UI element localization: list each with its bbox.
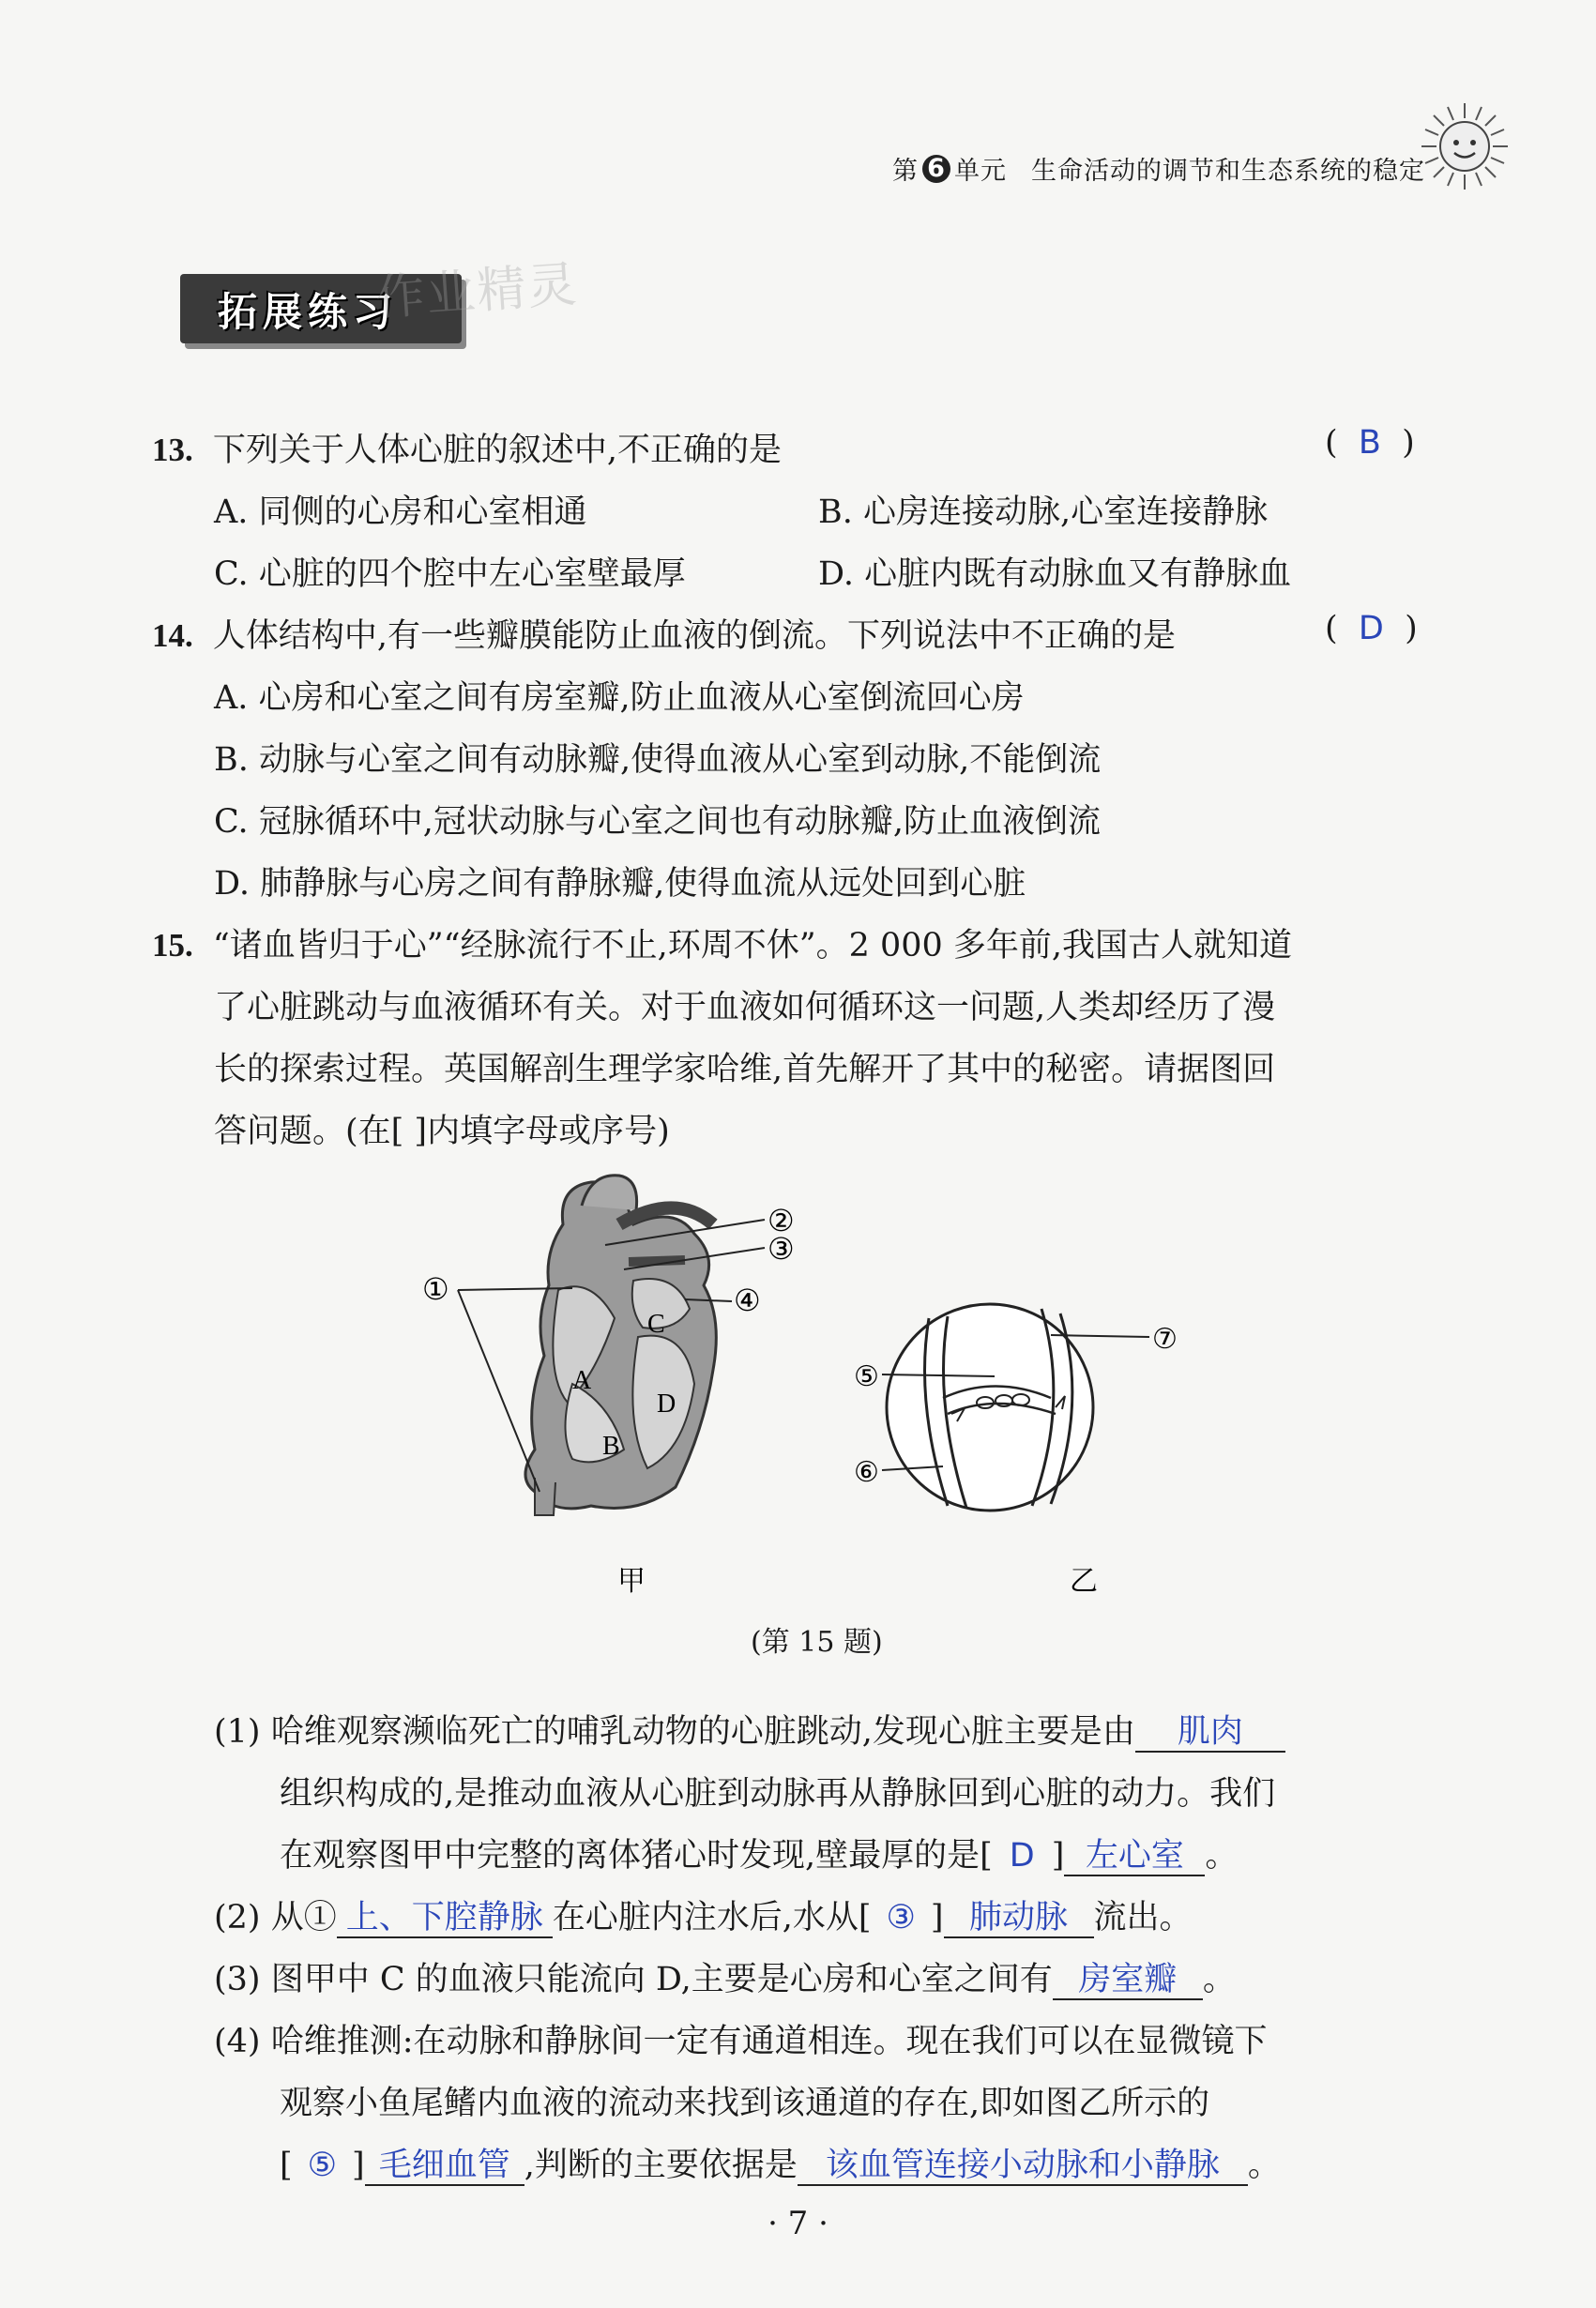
- q15-stem-line-4: 答问题。(在[ ]内填字母或序号): [214, 1113, 670, 1150]
- q15-number: 15.: [152, 927, 193, 964]
- q13-number: 13.: [152, 432, 193, 468]
- q14-stem: 人体结构中,有一些瓣膜能防止血液的倒流。下列说法中不正确的是: [212, 617, 1177, 655]
- q15-sub2-answer-3: 肺动脉: [944, 1900, 1094, 1938]
- label-6: ⑥: [854, 1456, 879, 1489]
- q15-sub3-line: [214, 1953, 1236, 2000]
- q14-answer: D: [1358, 610, 1384, 647]
- q15-sub1-line3: 在观察图甲中完整的离体猪心时发现,壁最厚的是[ D ] 左心室 。: [280, 1837, 1239, 1875]
- label-b: B: [602, 1432, 620, 1461]
- q15-sub4-mid: ,判断的主要依据是: [524, 2147, 798, 2184]
- q15-sub3-answer-1: 房室瓣: [1053, 1962, 1203, 2000]
- q15-sub2-end: 流出。: [1093, 1899, 1193, 1936]
- label-d: D: [657, 1389, 676, 1419]
- q15-sub1-answer-1: 肌肉: [1135, 1714, 1285, 1753]
- q13-option-b: B. 心房连接动脉,心室连接静脉: [818, 493, 1269, 531]
- q15-stem-line-2: 了心脏跳动与血液循环有关。对于血液如何循环这一问题,人类却经历了漫: [214, 989, 1276, 1026]
- q13-answer-bracket: ( B ): [1325, 424, 1415, 462]
- q15-stem-line-1: [152, 919, 1292, 966]
- q15-sub2-lead: (2) 从①: [214, 1899, 337, 1936]
- q13-answer: B: [1358, 424, 1381, 462]
- capillary-diagram: [854, 1304, 1178, 1598]
- label-1: ①: [422, 1271, 449, 1307]
- q15-sub2-answer-1: 上、下腔静脉: [337, 1900, 553, 1938]
- q13-stem: 下列关于人体心脏的叙述中,不正确的是: [212, 432, 783, 469]
- unit-prefix: 第: [892, 157, 919, 186]
- figure-caption: (第 15 题): [751, 1626, 883, 1659]
- q14-answer-bracket: ( D ): [1325, 610, 1418, 647]
- q13-option-c: C. 心脏的四个腔中左心室壁最厚: [214, 555, 686, 593]
- label-2: ②: [768, 1203, 795, 1238]
- q15-sub1-line2: 组织构成的,是推动血液从心脏到动脉再从静脉回到心脏的动力。我们: [280, 1775, 1276, 1813]
- q15-sub2-mid: 在心脏内注水后,水从[: [552, 1899, 872, 1936]
- q15-sub4-end: 。: [1247, 2147, 1281, 2184]
- q13-stem-line: [152, 424, 782, 471]
- q15-sub3-end: 。: [1202, 1961, 1236, 1998]
- page-number: · 7 ·: [768, 2205, 828, 2242]
- q15-sub3-lead: (3) 图甲中 C 的血液只能流向 D,主要是心房和心室之间有: [214, 1961, 1053, 1998]
- label-4: ④: [734, 1283, 761, 1318]
- q15-sub1-line3-text: 在观察图甲中完整的离体猪心时发现,壁最厚的是[: [280, 1837, 993, 1875]
- q15-sub4-answer-2: 毛细血管: [365, 2148, 524, 2186]
- q14-number: 14.: [152, 617, 193, 654]
- q15-sub2-line: (2) 从① 上、下腔静脉 在心脏内注水后,水从[ ③ ] 肺动脉 流出。: [214, 1899, 1193, 1936]
- q15-sub4-line3: [ ⑤ ] 毛细血管 ,判断的主要依据是 该血管连接小动脉和小静脉 。: [280, 2147, 1281, 2184]
- q13-option-d: D. 心脏内既有动脉血又有静脉血: [818, 555, 1292, 593]
- sun-icon: [1420, 101, 1510, 191]
- q15-sub4-line2: 观察小鱼尾鳍内血液的流动来找到该通道的存在,即如图乙所示的: [280, 2085, 1210, 2122]
- q15-sub2-answer-2: ③: [886, 1899, 916, 1936]
- q14-option-d: D. 肺静脉与心房之间有静脉瓣,使得血流从远处回到心脏: [214, 865, 1026, 903]
- q15-stem-line-3: 长的探索过程。英国解剖生理学家哈维,首先解开了其中的秘密。请据图回: [214, 1051, 1276, 1088]
- q15-sub4-line1: (4) 哈维推测:在动脉和静脉间一定有通道相连。现在我们可以在显微镜下: [214, 2023, 1268, 2060]
- q15-sub1-line1: [214, 1706, 1285, 1753]
- caption-yi: 乙: [1070, 1565, 1098, 1598]
- q15-sub4-answer-1: ⑤: [307, 2147, 338, 2184]
- label-3: ③: [768, 1231, 795, 1267]
- q15-sub1-lead: (1) 哈维观察濒临死亡的哺乳动物的心脏跳动,发现心脏主要是由: [214, 1713, 1135, 1751]
- unit-suffix: 单元: [954, 157, 1007, 186]
- q15-sub4-answer-3: 该血管连接小动脉和小静脉: [798, 2148, 1248, 2186]
- label-5: ⑤: [854, 1360, 879, 1393]
- label-7: ⑦: [1152, 1323, 1178, 1356]
- q13-option-a: A. 同侧的心房和心室相通: [214, 493, 587, 531]
- heart-diagram: [422, 1176, 795, 1598]
- q14-option-a: A. 心房和心室之间有房室瓣,防止血液从心室倒流回心房: [214, 679, 1025, 717]
- q15-sub1-answer-2: D: [1009, 1837, 1035, 1875]
- q14-option-c: C. 冠脉循环中,冠状动脉与心室之间也有动脉瓣,防止血液倒流: [214, 803, 1102, 841]
- unit-number-badge: 6: [922, 155, 950, 183]
- section-title: 拓展练习: [218, 289, 399, 335]
- q15-sub1-end: 。: [1205, 1837, 1239, 1875]
- q15-figure: [394, 1168, 1239, 1600]
- q14-option-b: B. 动脉与心室之间有动脉瓣,使得血液从心室到动脉,不能倒流: [214, 741, 1102, 779]
- watermark: 作业精灵: [373, 256, 581, 327]
- caption-jia: 甲: [617, 1565, 646, 1598]
- unit-title: 生命活动的调节和生态系统的稳定: [1031, 157, 1425, 186]
- label-c: C: [647, 1310, 665, 1339]
- q14-stem-line: [152, 610, 1176, 657]
- q15-stem-text-1: “诸血皆归于心”“经脉流行不止,环周不休”。2 000 多年前,我国古人就知道: [212, 927, 1293, 964]
- q15-sub1-answer-3: 左心室: [1064, 1838, 1205, 1876]
- label-a: A: [572, 1366, 592, 1395]
- unit-header: [892, 150, 1425, 187]
